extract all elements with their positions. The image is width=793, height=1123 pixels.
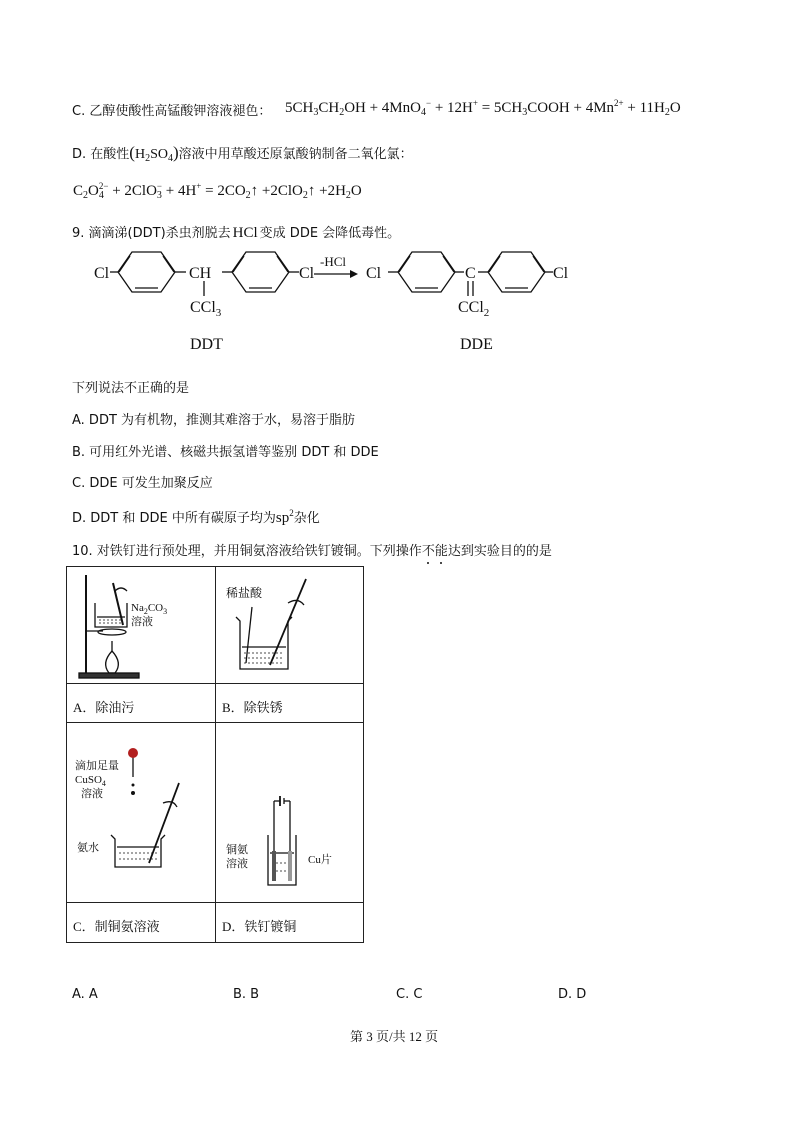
option-c-text: C. 乙醇使酸性高锰酸钾溶液褪色： — [72, 104, 272, 119]
panel-d-image — [215, 722, 364, 903]
panel-c-reagent: CuSO$_4$ — [75, 774, 106, 788]
option-d-equation: $C_2O^{2-}$ 4 + 2ClO− 3 + $4H^+ = 2CO_2↑$ +2ClO$_2$↑ $+2H_2O$ — [73, 181, 362, 201]
answer-option-d: D. D — [558, 987, 587, 1002]
panel-a-caption-cell — [66, 683, 216, 723]
question-9-option-a: A. DDT 为有机物，推测其难溶于水，易溶于脂肪 — [72, 413, 356, 428]
experiment-table — [66, 566, 364, 943]
ddt-label: DDT — [190, 336, 223, 353]
dde-benzene-ring-left — [398, 252, 455, 292]
question-9-option-d: D. DDT 和 DDE 中所有碳原子均为$sp^2$杂化 — [72, 508, 320, 526]
panel-b-caption-cell — [215, 683, 364, 723]
panel-d-cu: Cu片 — [308, 854, 332, 866]
panel-d-caption-cell — [215, 902, 364, 943]
panel-b-reagent: 稀盐酸 — [226, 586, 263, 600]
panel-d-apparatus — [216, 723, 363, 902]
question-10: 10. 对铁钉进行预处理，并用铜氨溶液给铁钉镀铜。下列操作不能达到实验目的的是 — [72, 544, 552, 559]
answer-option-c: C. C — [396, 987, 423, 1002]
panel-b-caption: B．除铁锈 — [222, 700, 283, 715]
panel-c-image — [66, 722, 216, 903]
ddt-cl-right: Cl — [299, 265, 315, 282]
ddt-benzene-ring-right — [232, 252, 289, 292]
panel-a-caption: A．除油污 — [73, 700, 135, 715]
question-9-option-b: B. 可用红外光谱、核磁共振氢谱等鉴别 DDT 和 DDE — [72, 445, 379, 460]
panel-a-reagent: $Na_2CO_3$ — [131, 602, 168, 616]
dropper-bulb-icon — [128, 748, 138, 758]
ddt-ch: CH — [189, 265, 212, 282]
panel-c-ammonia: 氨水 — [77, 842, 99, 854]
panel-b-apparatus — [216, 567, 363, 683]
panel-d-label-1: 铜氨 — [226, 844, 248, 856]
panel-b-image — [215, 566, 364, 684]
panel-c-label-1: 滴加足量 — [75, 760, 119, 772]
dde-label: DDE — [460, 336, 493, 353]
panel-a-solution: 溶液 — [131, 616, 153, 628]
question-9: 9. 滴滴涕(DDT)杀虫剂脱去 HCl 变成 DDE 会降低毒性。 — [72, 225, 401, 241]
panel-d-caption: D．铁钉镀铜 — [222, 919, 297, 934]
panel-c-solution: 溶液 — [81, 788, 103, 800]
answer-option-b: B. B — [233, 987, 260, 1002]
dde-ccl2: CCl$_2$ — [458, 299, 490, 319]
dde-benzene-ring-right — [488, 252, 545, 292]
dde-cl-right: Cl — [553, 265, 569, 282]
panel-a-image — [66, 566, 216, 684]
answer-option-a: A. A — [72, 987, 98, 1002]
ddt-ccl3: CCl$_3$ — [190, 299, 222, 319]
panel-d-label-2: 溶液 — [226, 858, 248, 870]
ddt-cl-left: Cl — [94, 265, 110, 282]
question-9-option-c: C. DDE 可发生加聚反应 — [72, 476, 213, 491]
option-c-equation: $5CH_3CH_2OH + 4MnO_4^- + 12H^+$ = $5CH_3COOH + 4Mn^{2+} + 11H_2O$ — [285, 98, 681, 118]
ddt-benzene-ring-left — [118, 252, 175, 292]
dde-c: C — [465, 265, 476, 282]
page-footer: 第 3 页/共 12 页 — [350, 1029, 439, 1044]
option-d-text: D. 在酸性$(H_2SO_4)$溶液中用草酸还原氯酸钠制备二氧化氯： — [72, 143, 413, 164]
panel-c-caption: C．制铜氨溶液 — [73, 919, 160, 934]
panel-a-apparatus — [67, 567, 215, 683]
dde-cl-left: Cl — [366, 265, 382, 282]
arrow-label: -HCl — [320, 254, 346, 269]
panel-c-apparatus — [67, 723, 215, 902]
ddt-dde-reaction-diagram — [88, 248, 588, 356]
question-9-stem: 下列说法不正确的是 — [72, 381, 190, 396]
panel-c-caption-cell — [66, 902, 216, 943]
